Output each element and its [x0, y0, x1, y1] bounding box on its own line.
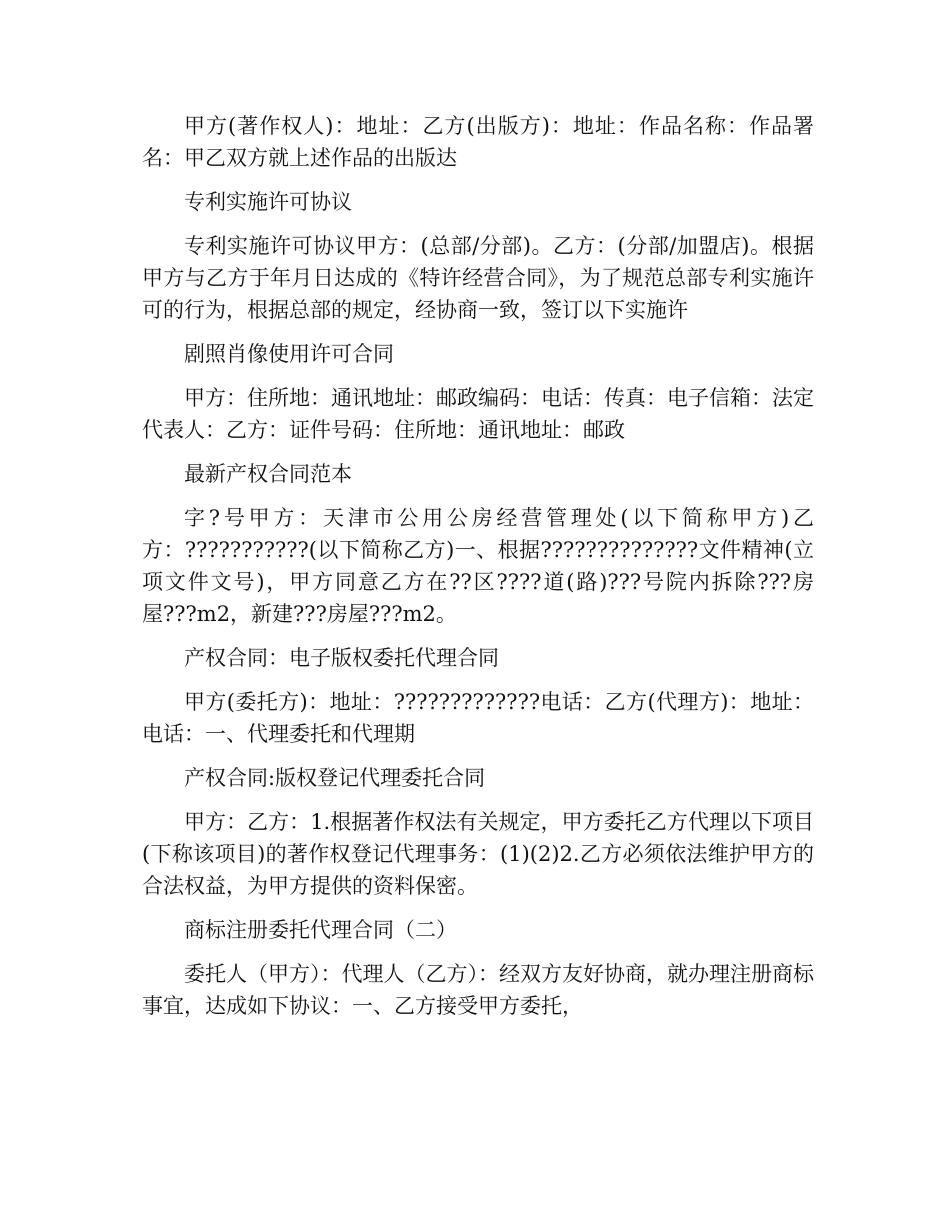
- document-body: [142, 110, 814, 1034]
- heading-electronic-copyright-agency: 产权合同：电子版权委托代理合同: [184, 646, 499, 670]
- paragraph-copyright-registration-agency: 甲方：乙方：1.根据著作权法有关规定，甲方委托乙方代理以下项目(下称该项目)的著作权登记代理事务：(1)(2)2.乙方必须依法维护甲方的合法权益，为甲方提供的资料保密。: [142, 810, 814, 898]
- paragraph-still-portrait-license: 甲方：住所地：通讯地址：邮政编码：电话：传真：电子信箱：法定代表人：乙方：证件号码：住所地：通讯地址：邮政: [142, 386, 814, 442]
- heading-trademark-agency: 商标注册委托代理合同（二）: [184, 918, 457, 942]
- heading-patent-license: 专利实施许可协议: [184, 190, 352, 214]
- paragraph-trademark-agency: 委托人（甲方）：代理人（乙方）：经双方友好协商，就办理注册商标事宜，达成如下协议：一、乙方接受甲方委托，: [142, 962, 814, 1018]
- heading-property-contract-template: 最新产权合同范本: [184, 462, 352, 486]
- paragraph-copyright-publishing: 甲方(著作权人)：地址：乙方(出版方)：地址：作品名称：作品署名：甲乙双方就上述作品的出版达: [142, 114, 814, 170]
- heading-copyright-registration-agency: 产权合同:版权登记代理委托合同: [184, 766, 486, 790]
- heading-still-portrait-license: 剧照肖像使用许可合同: [184, 342, 394, 366]
- paragraph-property-contract-template: 字?号甲方：天津市公用公房经营管理处(以下简称甲方)乙方：???????????(以下简称乙方)一、根据??????????????文件精神(立项文件文号)，甲方同意乙方在??区????道(路)???号院内拆除???房屋???m2，新建???房屋???m2。: [142, 506, 814, 626]
- paragraph-electronic-copyright-agency: 甲方(委托方)：地址：?????????????电话：乙方(代理方)：地址：电话：一、代理委托和代理期: [142, 690, 814, 746]
- paragraph-patent-license: 专利实施许可协议甲方：(总部/分部)。乙方：(分部/加盟店)。根据甲方与乙方于年月日达成的《特许经营合同》，为了规范总部专利实施许可的行为，根据总部的规定，经协商一致，签订以下实施许: [142, 234, 814, 322]
